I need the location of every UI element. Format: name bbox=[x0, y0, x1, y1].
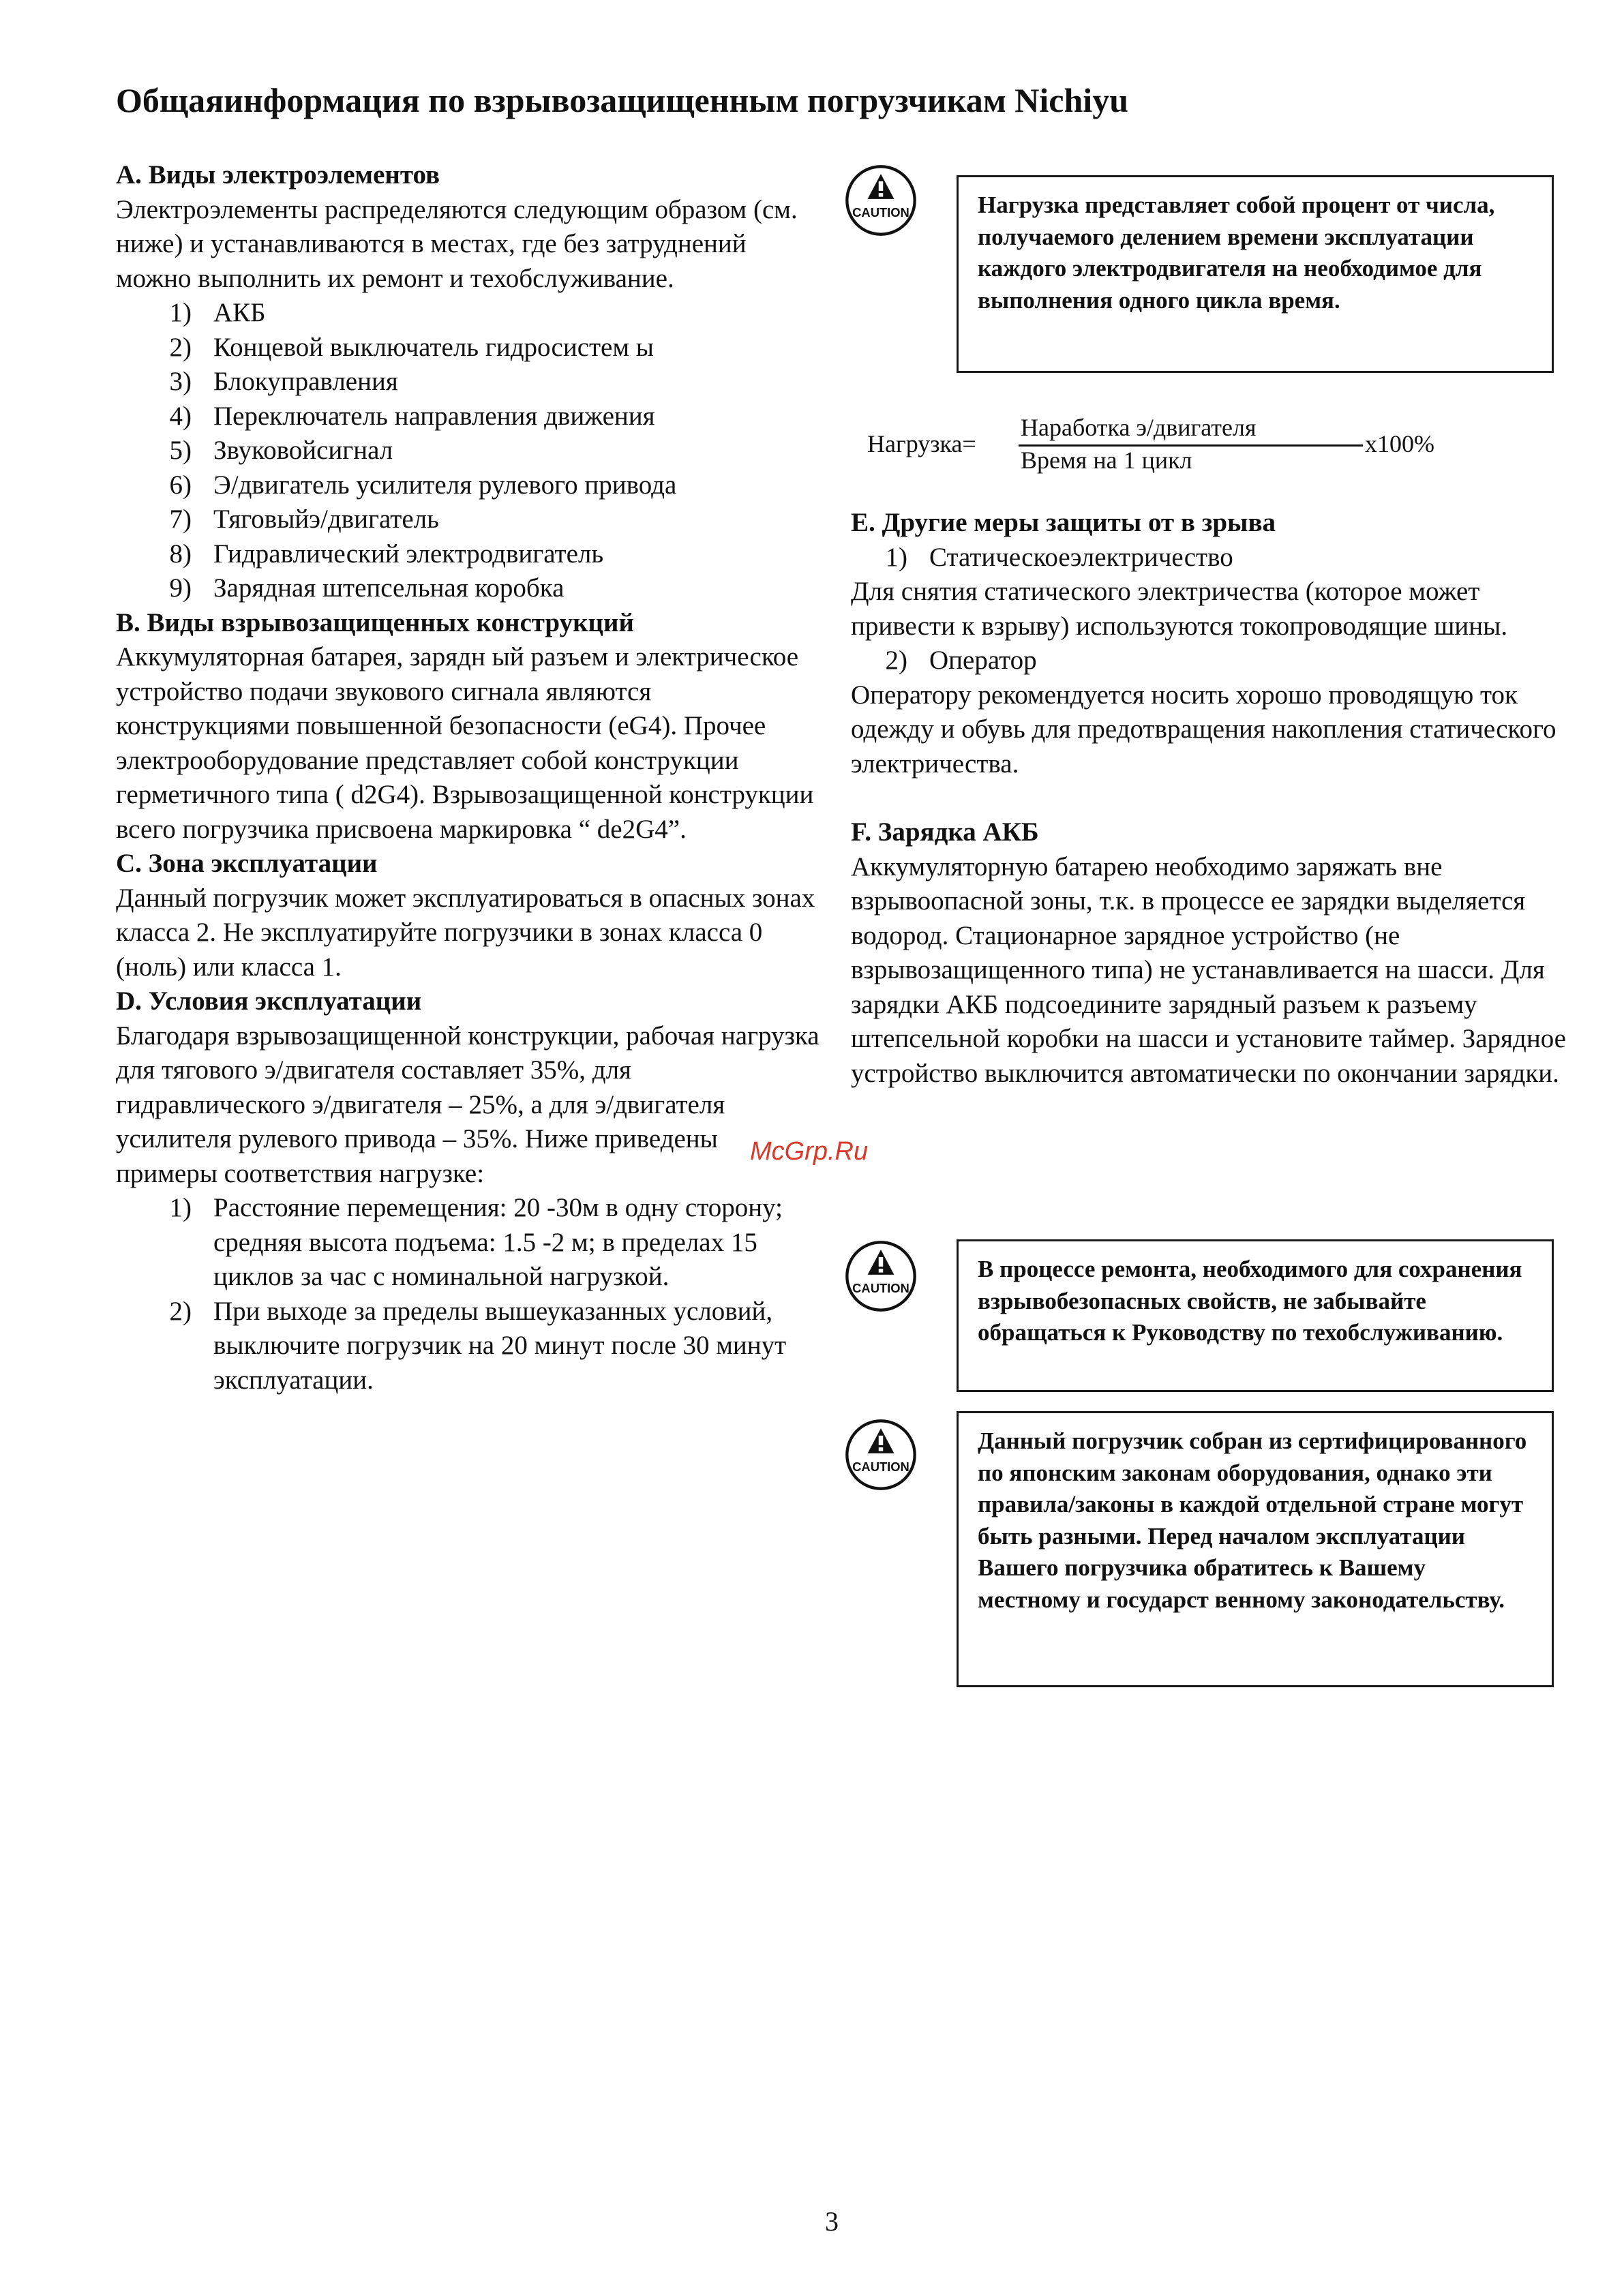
list-item-number: 9) bbox=[169, 573, 192, 603]
section-e-text-2: Оператору рекомендуется носить хорошо проводящую ток одежду и обувь для предотвращения накопления статического электричества. bbox=[851, 680, 1557, 779]
list-item-number: 1) bbox=[169, 298, 192, 327]
section-d-heading: D. Условия эксплуатации bbox=[116, 986, 422, 1016]
list-item bbox=[116, 399, 825, 434]
caution-note-load: Нагрузка представляет собой процент от числа, получаемого делением времени эксплуатации каждого электродвигателя на необходимое для выполнения одного цикла время. bbox=[957, 175, 1554, 373]
caution-icon bbox=[844, 164, 918, 237]
list-item bbox=[116, 296, 825, 331]
left-column bbox=[116, 158, 825, 1398]
list-item-number: 4) bbox=[169, 401, 192, 431]
list-item-text: Расстояние перемещения: 20 -30м в одну сторону; средняя высота подъема: 1.5 -2 м; в пределах 15 циклов за час с номинальной нагрузкой. bbox=[213, 1193, 783, 1291]
list-item-text: Оператор bbox=[929, 646, 1037, 675]
watermark: McGrp.Ru bbox=[750, 1137, 869, 1166]
caution-note-repair: В процессе ремонта, необходимого для сохранения взрывобезопасных свойств, не забывайте обращаться к Руководству по техобслуживанию. bbox=[957, 1239, 1554, 1392]
list-item bbox=[851, 541, 1567, 575]
formula-label: Нагрузка= bbox=[867, 430, 976, 457]
formula-denominator: Время на 1 цикл bbox=[1021, 447, 1192, 474]
page-number: 3 bbox=[825, 2206, 839, 2237]
section-a-intro: Электроэлементы распределяются следующим образом (см. ниже) и устанавливаются в местах, где без затруднений можно выполнить их ремонт и техобслуживание. bbox=[116, 194, 798, 293]
caution-icon-label: CAUTION bbox=[852, 205, 909, 220]
list-item-number: 1) bbox=[169, 1193, 192, 1222]
caution-icon-label: CAUTION bbox=[852, 1280, 909, 1295]
list-item-number: 2) bbox=[169, 332, 192, 362]
formula-numerator: Наработка э/двигателя bbox=[1021, 414, 1257, 441]
caution-icon-label: CAUTION bbox=[852, 1459, 909, 1474]
list-item-text: Блокуправления bbox=[213, 367, 398, 396]
list-item-text: Тяговыйэ/двигатель bbox=[213, 504, 439, 534]
list-item-text: Гидравлический электродвигатель bbox=[213, 539, 604, 569]
list-item-number: 3) bbox=[169, 367, 192, 396]
list-item-text: Э/двигатель усилителя рулевого привода bbox=[213, 470, 677, 500]
caution-icon bbox=[844, 1418, 918, 1492]
list-item-number: 8) bbox=[169, 539, 192, 569]
formula-multiplier: x100% bbox=[1365, 430, 1434, 457]
right-column bbox=[851, 506, 1567, 1091]
caution-icon bbox=[844, 1239, 918, 1313]
list-item bbox=[116, 434, 825, 468]
list-item-text: Статическоеэлектричество bbox=[929, 542, 1233, 572]
list-item-number: 6) bbox=[169, 470, 192, 500]
section-e-heading: E. Другие меры защиты от в зрыва bbox=[851, 508, 1276, 537]
section-e-text-1: Для снятия статического электричества (которое может привести к взрыву) используются токопроводящие шины. bbox=[851, 577, 1508, 641]
list-item bbox=[116, 571, 825, 606]
list-item bbox=[116, 1295, 825, 1398]
list-item-number: 5) bbox=[169, 436, 192, 465]
list-item-text: АКБ bbox=[213, 298, 266, 327]
list-item-text: При выходе за пределы вышеуказанных условий, выключите погрузчик на 20 минут после 30 минут эксплуатации. bbox=[213, 1296, 787, 1395]
list-item bbox=[116, 502, 825, 537]
page-title: Общаяинформация по взрывозащищенным погрузчикам Nichiyu bbox=[116, 81, 1129, 119]
list-item-number: 1) bbox=[885, 542, 907, 572]
list-item-number: 7) bbox=[169, 504, 192, 534]
caution-note-legislation: Данный погрузчик собран из сертифицированного по японским законам оборудования, однако эти правила/законы в каждой отдельной стране могут быть разными. Перед началом эксплуатации Вашего погрузчика обратитесь к Вашему местному и государст венному законодательству. bbox=[957, 1411, 1554, 1687]
section-f-heading: F. Зарядка АКБ bbox=[851, 817, 1039, 847]
list-item bbox=[116, 468, 825, 503]
section-f-text: Аккумуляторную батарею необходимо заряжать вне взрывоопасной зоны, т.к. в процессе ее зарядки выделяется водород. Стационарное зарядное устройство (не взрывозащищенного типа) не устанавливается на шасси. Для зарядки АКБ подсоедините зарядный разъем к разъему штепсельной коробки на шасси и установите таймер. Зарядное устройство выключится автоматически по окончании зарядки. bbox=[851, 851, 1566, 1088]
list-item bbox=[116, 537, 825, 572]
list-item bbox=[116, 365, 825, 399]
section-a-heading: А. Виды электроэлементов bbox=[116, 160, 440, 190]
list-item bbox=[116, 1191, 825, 1295]
list-item-number: 2) bbox=[885, 646, 907, 675]
list-item bbox=[116, 331, 825, 365]
section-b-text: Аккумуляторная батарея, зарядн ый разъем и электрическое устройство подачи звукового сигнала являются конструкциями повышенной безопасности (eG4). Прочее электрооборудование представляет собой конструкции герметичного типа ( d2G4). Взрывозащищенной конструкции всего погрузчика присвоена маркировка “ de2G4”. bbox=[116, 642, 814, 844]
list-item-number: 2) bbox=[169, 1296, 192, 1326]
list-item-text: Переключатель направления движения bbox=[213, 401, 655, 431]
list-item-text: Звуковойсигнал bbox=[213, 436, 393, 465]
section-d-text: Благодаря взрывозащищенной конструкции, рабочая нагрузка для тягового э/двигателя составляет 35%, для гидравлического э/двигателя – 25%, а для э/двигателя усилителя рулевого привода – 35%. Ниже приведены примеры соответствия нагрузке: bbox=[116, 1021, 819, 1188]
list-item-text: Зарядная штепсельная коробка bbox=[213, 573, 565, 603]
section-c-text: Данный погрузчик может эксплуатироваться в опасных зонах класса 2. Не эксплуатируйте погрузчики в зонах класса 0 (ноль) или класса 1. bbox=[116, 883, 815, 982]
load-formula bbox=[867, 409, 1467, 484]
section-c-heading: С. Зона эксплуатации bbox=[116, 849, 378, 878]
list-item-text: Концевой выключатель гидросистем ы bbox=[213, 332, 654, 362]
list-item bbox=[851, 644, 1567, 678]
section-b-heading: B. Виды взрывозащищенных конструкций bbox=[116, 607, 634, 637]
